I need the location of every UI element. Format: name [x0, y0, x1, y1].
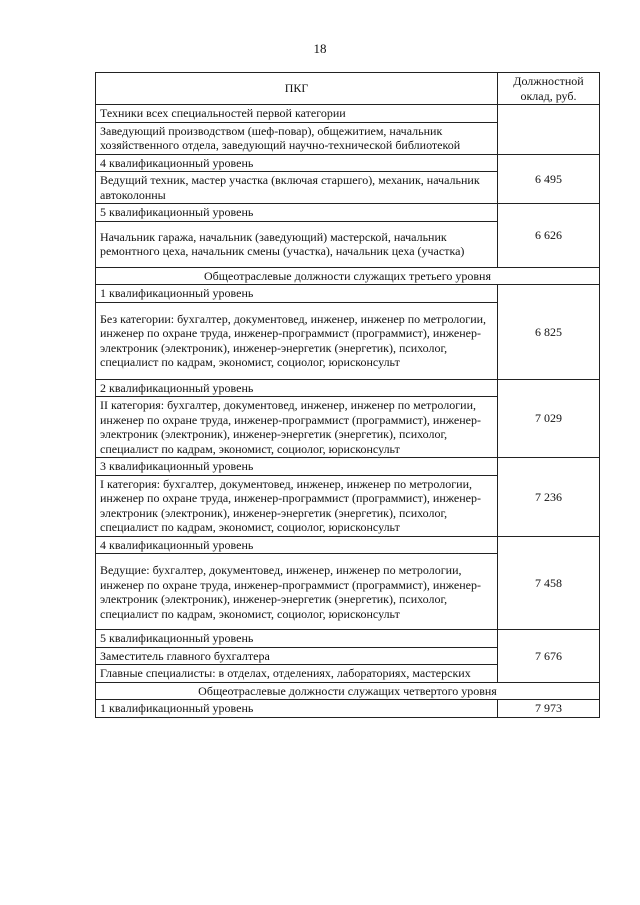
- position-cell: Начальник гаража, начальник (заведующий) мастерской, начальник ремонтного цеха, начальник смены (участка), начальник цеха (участка): [96, 221, 498, 267]
- table-row: [96, 458, 600, 476]
- position-cell: Техники всех специальностей первой категории: [96, 105, 498, 123]
- salary-cell: 6 626: [498, 204, 600, 268]
- position-cell: Ведущий техник, мастер участка (включая старшего), механик, начальник автоколонны: [96, 172, 498, 204]
- qualification-level-cell: 1 квалификационный уровень: [96, 700, 498, 718]
- salary-cell: 7 458: [498, 536, 600, 630]
- table-row: [96, 105, 600, 123]
- table-row: [96, 536, 600, 554]
- position-cell: II категория: бухгалтер, документовед, инженер, инженер по метрологии, инженер по охране труда, инженер-программист (программист), инженер-электроник (электроник), инженер-энергетик (энергетик), психолог, специалист по кадрам, экономист, социолог, юрисконсульт: [96, 397, 498, 458]
- qualification-level-cell: 4 квалификационный уровень: [96, 154, 498, 172]
- section-row: [96, 682, 600, 700]
- salary-cell: 7 973: [498, 700, 600, 718]
- section-heading: Общеотраслевые должности служащих четвертого уровня: [96, 682, 600, 700]
- table-row: [96, 154, 600, 172]
- salary-cell: 7 236: [498, 458, 600, 537]
- qualification-level-cell: 2 квалификационный уровень: [96, 379, 498, 397]
- position-cell: Заместитель главного бухгалтера: [96, 647, 498, 665]
- salary-cell: 7 676: [498, 630, 600, 683]
- qualification-level-cell: 5 квалификационный уровень: [96, 630, 498, 648]
- salary-table: [95, 72, 600, 718]
- position-cell: Ведущие: бухгалтер, документовед, инженер, инженер по метрологии, инженер по охране труда, инженер-программист (программист), инженер-электроник (электроник), инженер-энергетик (энергетик), психолог, специалист по кадрам, экономист, социолог, юрисконсульт: [96, 554, 498, 630]
- salary-cell: 6 495: [498, 154, 600, 204]
- table-row: [96, 285, 600, 303]
- table-row: [96, 204, 600, 222]
- position-cell: Главные специалисты: в отделах, отделениях, лабораториях, мастерских: [96, 665, 498, 683]
- table-header-row: [96, 73, 600, 105]
- section-row: [96, 267, 600, 285]
- position-cell: Заведующий производством (шеф-повар), общежитием, начальник хозяйственного отдела, заведующий научно-технической библиотекой: [96, 122, 498, 154]
- table-row: [96, 630, 600, 648]
- qualification-level-cell: 1 квалификационный уровень: [96, 285, 498, 303]
- page-number: 18: [313, 41, 327, 56]
- salary-cell: [498, 105, 600, 155]
- position-cell: I категория: бухгалтер, документовед, инженер, инженер по метрологии, инженер по охране труда, инженер-программист (программист), инженер-электроник (электроник), инженер-энергетик (энергетик), психолог, специалист по кадрам, экономист, социолог, юрисконсульт: [96, 475, 498, 536]
- salary-cell: 7 029: [498, 379, 600, 458]
- salary-cell: 6 825: [498, 285, 600, 380]
- qualification-level-cell: 4 квалификационный уровень: [96, 536, 498, 554]
- section-heading: Общеотраслевые должности служащих третьего уровня: [96, 267, 600, 285]
- header-salary: Должностной оклад, руб.: [498, 73, 600, 105]
- position-cell: Без категории: бухгалтер, документовед, инженер, инженер по метрологии, инженер по охране труда, инженер-программист (программист), инженер-электроник (электроник), инженер-энергетик (энергетик), психолог, специалист по кадрам, экономист, социолог, юрисконсульт: [96, 302, 498, 379]
- header-pkg: ПКГ: [96, 73, 498, 105]
- table-row: [96, 379, 600, 397]
- qualification-level-cell: 3 квалификационный уровень: [96, 458, 498, 476]
- table-row: [96, 700, 600, 718]
- qualification-level-cell: 5 квалификационный уровень: [96, 204, 498, 222]
